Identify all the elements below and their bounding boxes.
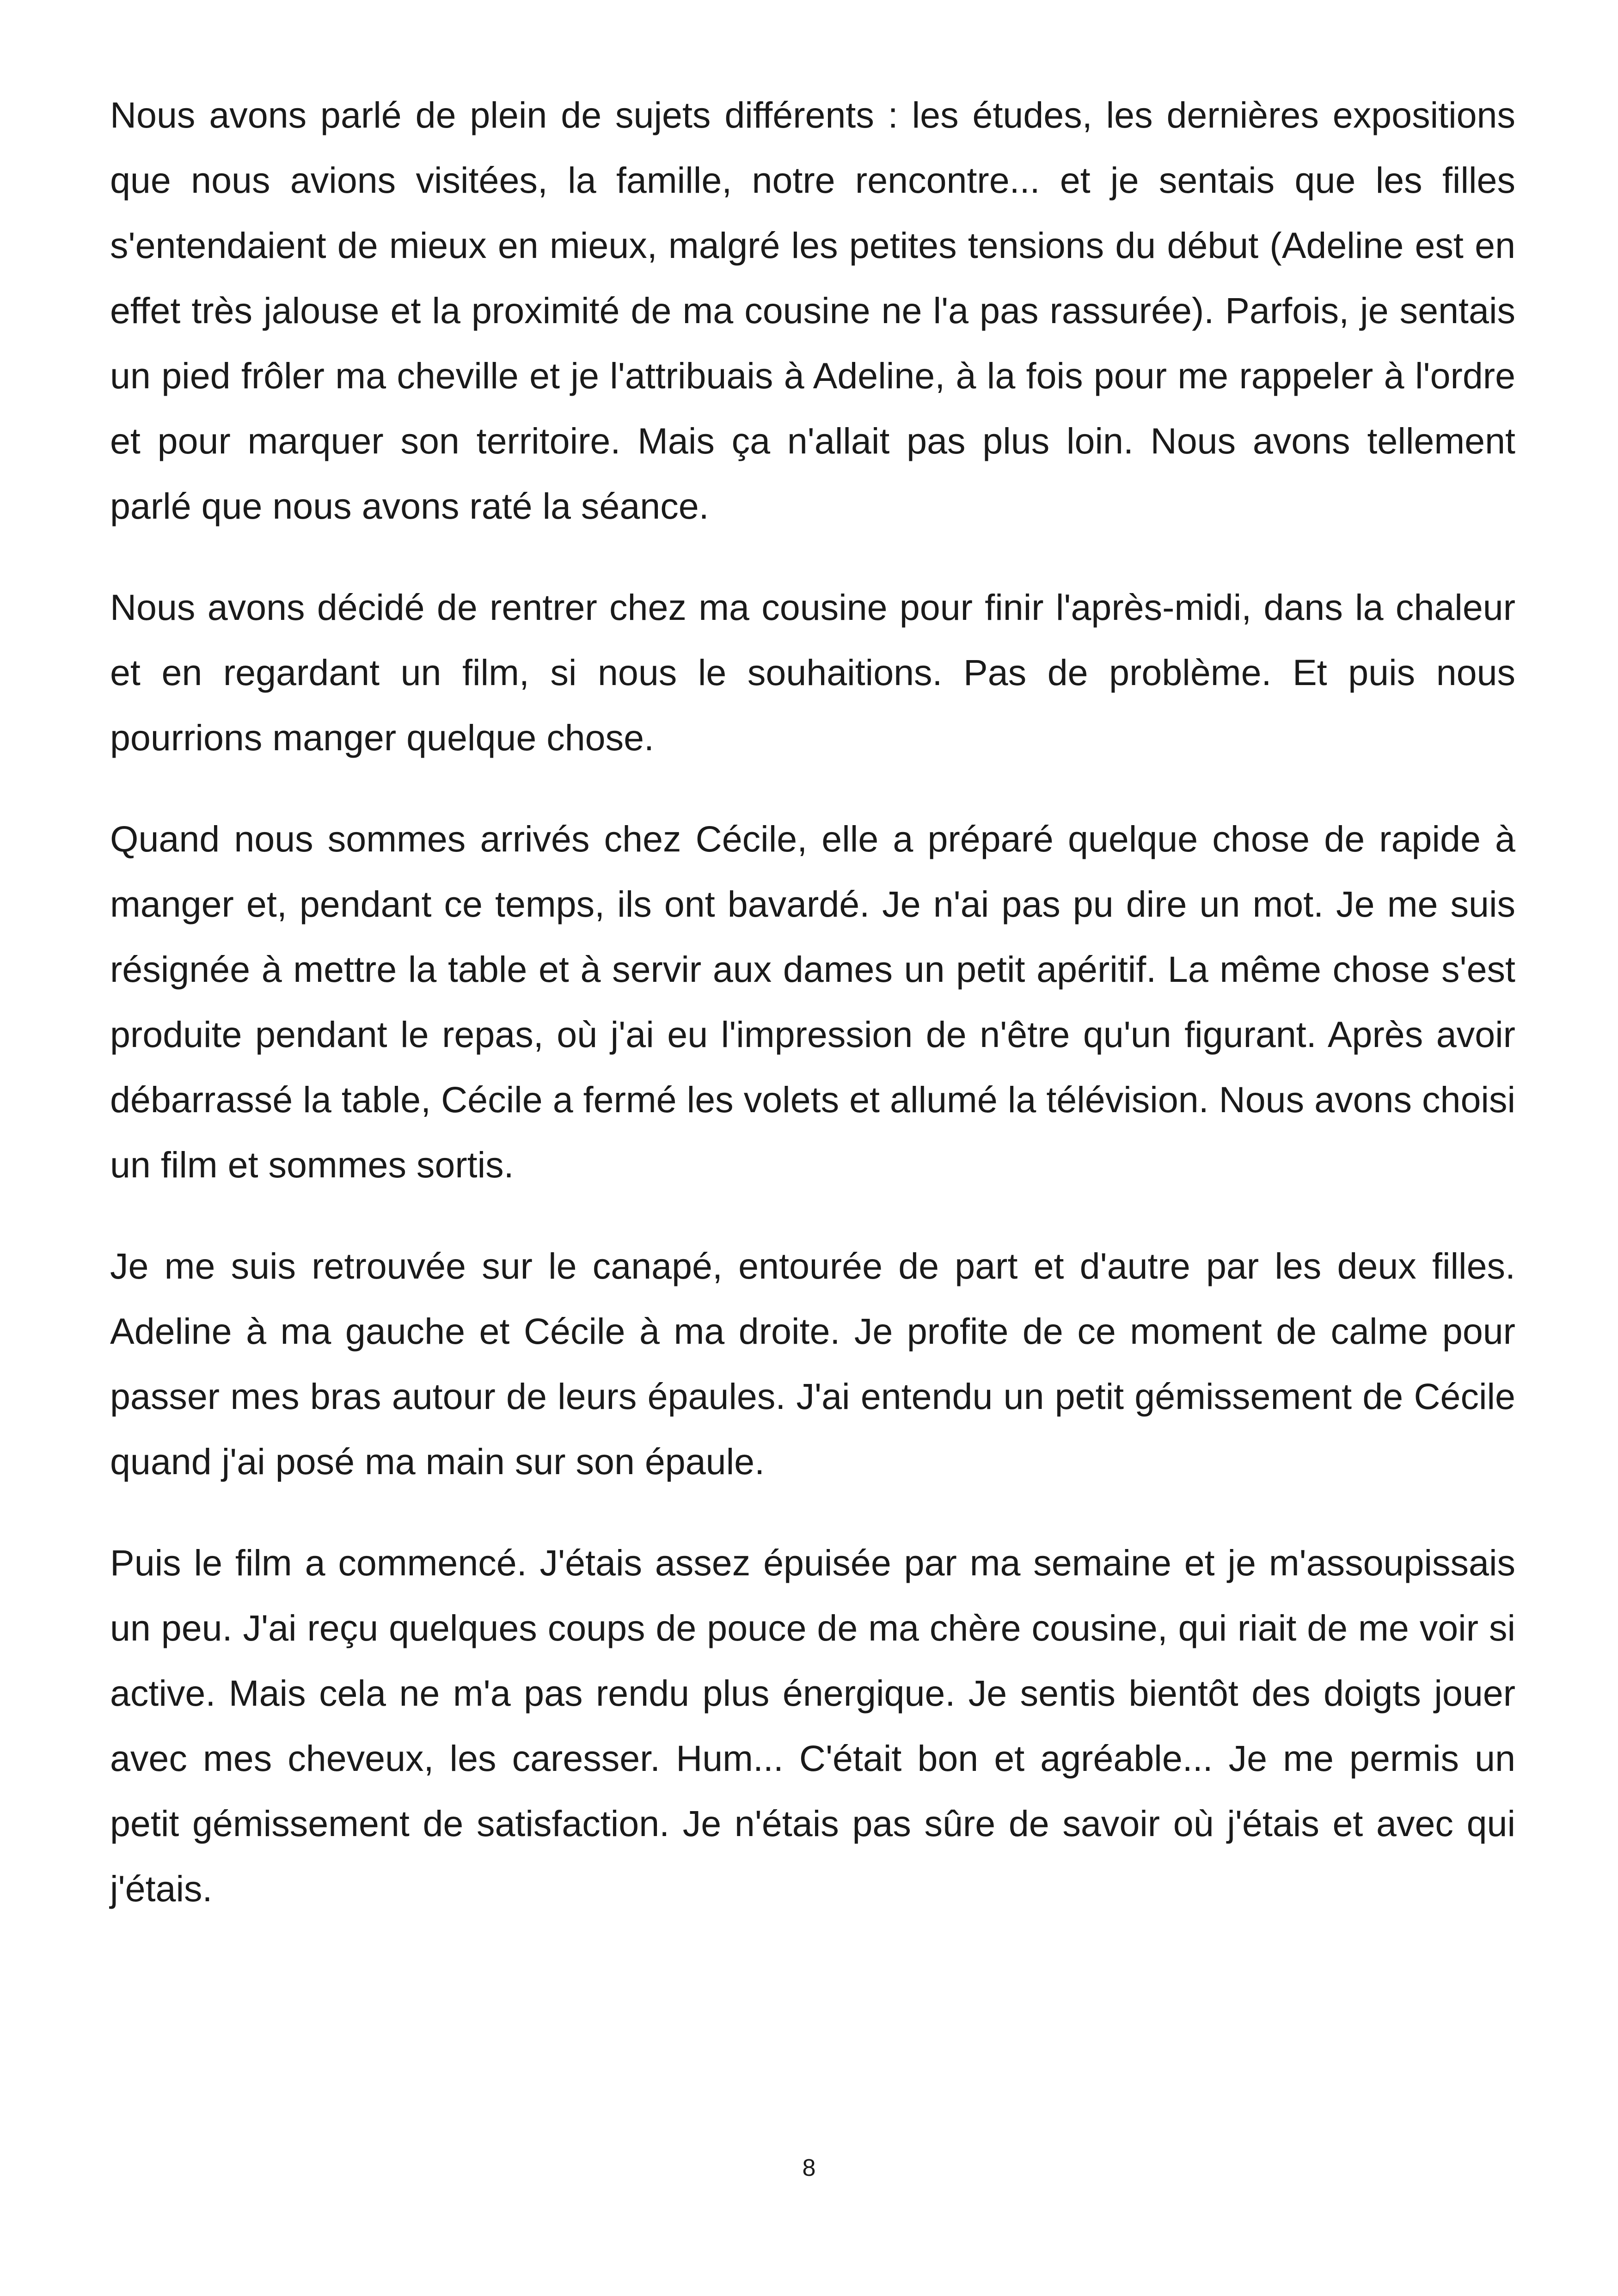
paragraph-5: Puis le film a commencé. J'étais assez épuisée par ma semaine et je m'assoupissais un peu. J'ai reçu quelques coups de pouce de ma chère cousine, qui riait de me voir si active. Mais cela ne m'a pas rendu plus énergique. Je sentis bientôt des doigts jouer avec mes cheveux, les caresser. Hum... C'était bon et agréable... Je me permis un petit gémissement de satisfaction. Je n'étais pas sûre de savoir où j'étais et avec qui j'étais. <box>110 1542 1515 1909</box>
paragraph-2: Nous avons décidé de rentrer chez ma cousine pour finir l'après-midi, dans la chaleur et en regardant un film, si nous le souhaitions. Pas de problème. Et puis nous pourrions manger quelque chose. <box>110 587 1515 758</box>
page-number: 8 <box>802 2155 816 2181</box>
paragraph-1: Nous avons parlé de plein de sujets différents : les études, les dernières expositions que nous avions visitées, la famille, notre rencontre... et je sentais que les filles s'entendaient de mieux en mieux, malgré les petites tensions du début (Adeline est en effet très jalouse et la proximité de ma cousine ne l'a pas rassurée). Parfois, je sentais un pied frôler ma cheville et je l'attribuais à Adeline, à la fois pour me rappeler à l'ordre et pour marquer son territoire. Mais ça n'allait pas plus loin. Nous avons tellement parlé que nous avons raté la séance. <box>110 94 1515 527</box>
paragraph-3: Quand nous sommes arrivés chez Cécile, elle a préparé quelque chose de rapide à manger et, pendant ce temps, ils ont bavardé. Je n'ai pas pu dire un mot. Je me suis résignée à mettre la table et à servir aux dames un petit apéritif. La même chose s'est produite pendant le repas, où j'ai eu l'impression de n'être qu'un figurant. Après avoir débarrassé la table, Cécile a fermé les volets et allumé la télévision. Nous avons choisi un film et sommes sortis. <box>110 818 1515 1185</box>
body-text <box>110 82 1515 1957</box>
paragraph-4: Je me suis retrouvée sur le canapé, entourée de part et d'autre par les deux filles. Adeline à ma gauche et Cécile à ma droite. Je profite de ce moment de calme pour passer mes bras autour de leurs épaules. J'ai entendu un petit gémissement de Cécile quand j'ai posé ma main sur son épaule. <box>110 1245 1515 1482</box>
